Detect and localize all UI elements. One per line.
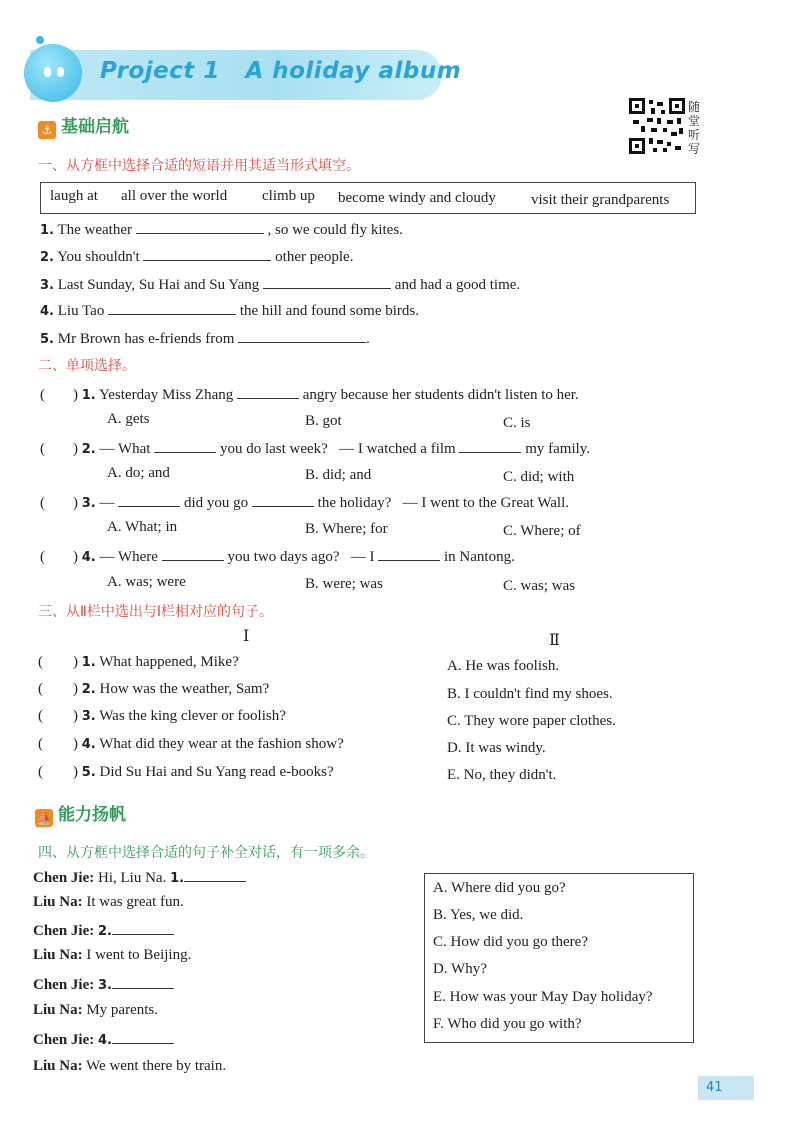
option: A. do; and: [107, 465, 170, 481]
answer-blank[interactable]: [252, 492, 314, 507]
dialogue-option: C. How did you go there?: [433, 934, 588, 950]
match-answer: E. No, they didn't.: [447, 767, 557, 783]
answer-blank[interactable]: [154, 438, 216, 453]
answer-blank[interactable]: [143, 246, 271, 261]
match-item: ( ) 2. How was the weather, Sam?: [38, 681, 270, 697]
dialogue-option: E. How was your May Day holiday?: [433, 989, 653, 1005]
answer-blank[interactable]: [162, 546, 224, 561]
anchor-icon: ⚓: [38, 121, 56, 139]
dialogue-line: Liu Na: It was great fun.: [33, 894, 184, 910]
dialogue-line: Chen Jie: 2.: [33, 920, 174, 940]
column-label-2: Ⅱ: [549, 632, 560, 649]
dialogue-line: Liu Na: I went to Beijing.: [33, 947, 192, 963]
answer-blank[interactable]: [112, 920, 174, 935]
option: A. was; were: [107, 574, 186, 590]
dialogue-option: F. Who did you go with?: [433, 1016, 582, 1032]
answer-blank[interactable]: [108, 300, 236, 315]
option: C. was; was: [503, 578, 576, 594]
qr-caption: 随 堂 听 写: [688, 100, 701, 156]
mascot-icon: [24, 44, 82, 102]
mc-question: ( ) 3. — did you go the holiday? — I went to the Great Wall.: [40, 492, 569, 512]
dialogue-line: Liu Na: We went there by train.: [33, 1058, 227, 1074]
part1-instruction: 一、从方框中选择合适的短语并用其适当形式填空。: [38, 158, 360, 174]
part3-instruction: 三、从Ⅱ栏中选出与Ⅰ栏相对应的句子。: [38, 604, 274, 620]
option: B. did; and: [305, 467, 372, 483]
fill-item: 1. The weather , so we could fly kites.: [40, 219, 403, 239]
answer-blank[interactable]: [136, 219, 264, 234]
option: A. gets: [107, 411, 150, 427]
fill-item: 4. Liu Tao the hill and found some birds.: [40, 300, 419, 320]
part2-instruction: 二、单项选择。: [38, 358, 136, 374]
answer-blank[interactable]: [237, 384, 299, 399]
page-title: Project 1 A holiday album: [100, 58, 462, 84]
dialogue-line: Chen Jie: 3.: [33, 974, 174, 994]
dialogue-line: Chen Jie: Hi, Liu Na. 1.: [33, 867, 246, 887]
answer-blank[interactable]: [238, 328, 366, 343]
sail-icon: ⛵: [36, 811, 52, 825]
match-item: ( ) 5. Did Su Hai and Su Yang read e-books?: [38, 764, 334, 780]
answer-blank[interactable]: [378, 546, 440, 561]
option: B. were; was: [305, 576, 383, 592]
dialogue-line: Liu Na: My parents.: [33, 1002, 158, 1018]
answer-blank[interactable]: [118, 492, 180, 507]
dialogue-option: B. Yes, we did.: [433, 907, 524, 923]
fill-item: 5. Mr Brown has e-friends from .: [40, 328, 370, 348]
column-label-1: Ⅰ: [243, 628, 250, 645]
dialogue-option: A. Where did you go?: [433, 880, 566, 896]
answer-blank[interactable]: [112, 1029, 174, 1044]
dialogue-line: Chen Jie: 4.: [33, 1029, 174, 1049]
match-answer: B. I couldn't find my shoes.: [447, 686, 613, 702]
fill-item: 2. You shouldn't other people.: [40, 246, 353, 266]
phrase-item: laugh at: [50, 188, 98, 204]
option: C. did; with: [503, 469, 575, 485]
match-answer: A. He was foolish.: [447, 658, 560, 674]
answer-blank[interactable]: [184, 867, 246, 882]
match-item: ( ) 4. What did they wear at the fashion show?: [38, 736, 344, 752]
answer-blank[interactable]: [459, 438, 521, 453]
match-item: ( ) 3. Was the king clever or foolish?: [38, 708, 286, 724]
section-heading-ability: ⛵ 能力扬帆: [36, 805, 126, 825]
phrase-item: climb up: [262, 188, 315, 204]
part4-instruction: 四、从方框中选择合适的句子补全对话，有一项多余。: [38, 845, 374, 861]
qr-code-icon[interactable]: [629, 98, 685, 154]
page-number: 41: [698, 1076, 754, 1100]
section-heading-basic: ⚓ 基础启航: [38, 112, 129, 139]
answer-blank[interactable]: [263, 274, 391, 289]
option: A. What; in: [107, 519, 178, 535]
option: B. got: [305, 413, 342, 429]
phrase-item: all over the world: [121, 188, 228, 204]
option: C. Where; of: [503, 523, 581, 539]
mc-question: ( ) 4. — Where you two days ago? — I in Nantong.: [40, 546, 515, 566]
mc-question: ( ) 1. Yesterday Miss Zhang angry because her students didn't listen to her.: [40, 384, 579, 404]
phrase-item: visit their grandparents: [531, 192, 670, 208]
match-answer: D. It was windy.: [447, 740, 546, 756]
option: C. is: [503, 415, 531, 431]
option: B. Where; for: [305, 521, 388, 537]
match-item: ( ) 1. What happened, Mike?: [38, 654, 239, 670]
answer-blank[interactable]: [112, 974, 174, 989]
match-answer: C. They wore paper clothes.: [447, 713, 616, 729]
fill-item: 3. Last Sunday, Su Hai and Su Yang and had a good time.: [40, 274, 520, 294]
mc-question: ( ) 2. — What you do last week? — I watched a film my family.: [40, 438, 590, 458]
dialogue-option: D. Why?: [433, 961, 487, 977]
phrase-item: become windy and cloudy: [338, 190, 496, 206]
